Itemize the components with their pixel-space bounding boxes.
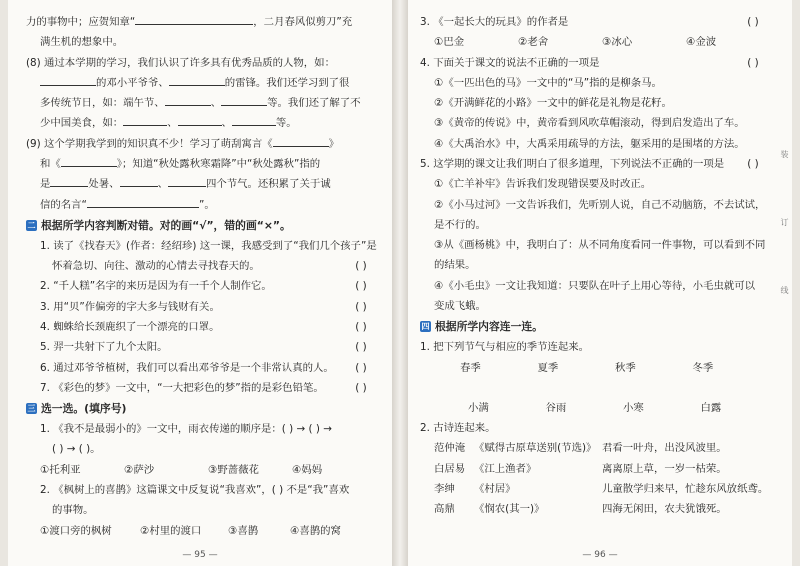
poem-row: [420, 438, 770, 458]
section-title: 根据所学内容连一连。: [435, 320, 543, 334]
judge-item-2: 2. “千人糕”名字的来历是因为有一千个人制作它。 ( ): [26, 276, 378, 296]
item-7-line-1: 力的事物中；应贺知章“ ，二月春风似剪刀”充: [26, 16, 353, 28]
poem-row: [420, 479, 770, 499]
binding-mark: 订: [780, 218, 789, 286]
option[interactable]: ④喜鹊的窝: [290, 524, 341, 537]
season[interactable]: 冬季: [692, 361, 714, 374]
solar-term[interactable]: 小满: [468, 401, 489, 414]
option[interactable]: ②老舍: [518, 36, 549, 49]
answer-blank[interactable]: [87, 197, 199, 208]
item-9-line-2: 和《 》；知道“秋处露秋寒霜降”中“秋处露秋”指的: [40, 157, 321, 170]
choose-item-5-option-2[interactable]: ②《小马过河》一文告诉我们，先听别人说，自己不动脑筋，不去试试，: [434, 198, 766, 211]
item-8-line-4: 少中国美食，如： 、 、 等。: [40, 117, 297, 130]
poem-title[interactable]: 《江上渔者》: [474, 462, 537, 475]
solar-term[interactable]: 小寒: [623, 401, 644, 414]
season[interactable]: 秋季: [615, 361, 636, 374]
answer-blank[interactable]: [178, 115, 222, 126]
match-item-1: 1. 把下列节气与相应的季节连起来。: [420, 341, 590, 354]
section-title: 选一选。(填序号): [41, 402, 127, 416]
judge-item-4: 4. 蜘蛛给长颈鹿织了一个漂亮的口罩。 ( ): [26, 317, 378, 337]
choose-item-3: 3. 《一起长大的玩具》的作者是 ( ): [420, 12, 770, 32]
choose-item-2-cont: 的事物。: [52, 504, 94, 517]
judge-item-6: 6. 通过邓爷爷植树，我们可以看出邓爷爷是一个非常认真的人。 ( ): [26, 358, 378, 378]
answer-blank[interactable]: [135, 14, 253, 25]
choose-item-3-options: [420, 32, 770, 52]
choose-item-4: 4. 下面关于课文的说法不正确的一项是 ( ): [420, 53, 770, 73]
page-95-content: [26, 12, 378, 541]
option[interactable]: ③喜鹊: [228, 524, 259, 537]
poem-row: [420, 459, 770, 479]
answer-blank[interactable]: [165, 95, 211, 106]
choose-item-2: 2. 《枫树上的喜鹊》这篇课文中反复说“我喜欢”，( ) 不是“我”喜欢: [40, 484, 350, 496]
answer-blank[interactable]: [273, 136, 329, 147]
poem-title[interactable]: 《赋得古原草送别(节选)》: [474, 442, 597, 455]
option[interactable]: ③冰心: [602, 36, 633, 49]
item-9-line-1: (9) 这个学期我学到的知识真不少！学习了萌刮寓言《 》: [26, 137, 340, 150]
section-heading-match: [420, 316, 770, 337]
solar-term[interactable]: 谷雨: [545, 401, 567, 414]
answer-blank[interactable]: [232, 115, 276, 126]
answer-blank[interactable]: [168, 176, 206, 187]
choose-item-4-option-2[interactable]: ②《开满鲜花的小路》一文中的鲜花是礼物是花籽。: [434, 97, 672, 110]
item-9-line-4: 信的名言“ ”。: [40, 198, 215, 211]
section-heading-choose: [26, 398, 378, 419]
season-row: [420, 358, 770, 378]
answer-blank[interactable]: [61, 156, 117, 167]
answer-parens[interactable]: ( ): [355, 341, 367, 354]
option[interactable]: ④妈妈: [292, 463, 323, 476]
poem-verse[interactable]: 儿童散学归来早，忙趁东风放纸鸢。: [602, 482, 769, 495]
answer-blank[interactable]: [40, 75, 96, 86]
page-96-content: [420, 12, 770, 520]
answer-parens[interactable]: ( ): [747, 16, 759, 28]
choose-item-4-option-4[interactable]: ④《大禹治水》中，大禹采用疏导的方法，躯采用的是围堵的方法。: [434, 137, 745, 150]
section-number-icon: 四: [421, 322, 430, 332]
poem-poet[interactable]: 白居易: [434, 462, 466, 475]
item-8-line-2: 的邓小平爷爷、 的雷锋。我们还学习到了很: [26, 73, 378, 93]
answer-blank[interactable]: [169, 75, 225, 86]
section-number-icon: 二: [27, 220, 36, 230]
answer-blank[interactable]: [120, 176, 158, 187]
page-95: [8, 0, 392, 566]
answer-parens[interactable]: ( ): [355, 280, 367, 293]
option[interactable]: ②萨沙: [124, 463, 155, 476]
choose-item-1-cont: ( ) → ( )。: [52, 443, 101, 456]
option[interactable]: ①巴金: [434, 36, 465, 49]
page-number: — 96 —: [582, 550, 618, 560]
option[interactable]: ③野蔷薇花: [208, 463, 259, 476]
option[interactable]: ④金波: [686, 36, 717, 49]
answer-parens[interactable]: ( ): [355, 361, 367, 374]
option[interactable]: ①渡口旁的枫树: [40, 524, 112, 537]
poem-poet[interactable]: 李绅: [434, 482, 455, 495]
answer-parens[interactable]: ( ): [747, 157, 759, 170]
answer-blank[interactable]: [221, 95, 267, 106]
judge-item-7: 7. 《彩色的梦》一文中，“一大把彩色的梦”指的是彩色铅笔。 ( ): [26, 378, 378, 398]
section-number-icon: 三: [27, 404, 36, 414]
answer-parens[interactable]: ( ): [747, 56, 759, 69]
binding-mark: 装: [780, 150, 789, 218]
section-title: 根据所学内容判断对错。对的画“√”，错的画“×”。: [41, 218, 291, 232]
choose-item-5-option-1[interactable]: ①《亡羊补牢》告诉我们发现错误要及时改正。: [434, 178, 652, 191]
page-fold: [392, 0, 408, 566]
choose-item-5-option-4[interactable]: ④《小毛虫》一文让我知道：只要队在叶子上用心等待，小毛虫就可以: [434, 279, 756, 292]
choose-item-5-option-3[interactable]: ③从《画杨桃》中，我明白了：从不同角度看同一件事物，可以看到不同: [434, 239, 766, 252]
judge-item-1-cont: 怀着急切、向往、激动的心情去寻找春天的。 ( ): [26, 256, 378, 276]
choose-item-2-options: [26, 521, 378, 541]
answer-parens[interactable]: ( ): [355, 300, 367, 313]
solar-term-row: [420, 398, 770, 418]
match-item-2: 2. 古诗连起来。: [420, 422, 496, 435]
judge-item-1: 1. 读了《找春天》(作者：经绍珍) 这一课，我感受到了“我们几个孩子”是: [40, 239, 377, 252]
poem-poet[interactable]: 范仲淹: [434, 442, 466, 455]
answer-parens[interactable]: ( ): [355, 381, 367, 394]
answer-parens[interactable]: ( ): [355, 320, 367, 333]
poem-poet[interactable]: 高鼎: [434, 503, 455, 516]
judge-item-3: 3. 用“贝”作偏旁的字大多与钱财有关。 ( ): [26, 297, 378, 317]
choose-item-4-option-1[interactable]: ①《一匹出色的马》一文中的“马”指的是柳条马。: [434, 76, 662, 89]
choose-item-1: 1. 《我不是最弱小的》一文中，雨衣传递的顺序是：( ) → ( ) →: [40, 423, 332, 436]
poem-title[interactable]: 《村居》: [474, 482, 516, 495]
answer-blank[interactable]: [50, 176, 88, 187]
section-heading-judge: [26, 215, 378, 236]
page-96: [408, 0, 792, 566]
match-spacer: [420, 378, 770, 398]
item-8-line-3: 多传统节日，如：端午节、 、 等。我们还了解了不: [40, 97, 361, 110]
poem-verse[interactable]: 四海无闲田，农夫犹饿死。: [602, 503, 727, 516]
choose-item-5: 5. 这学期的课文让我们明白了很多道理，下列说法不正确的一项是 ( ): [420, 154, 770, 174]
poem-title[interactable]: 《悯农(其一)》: [474, 503, 545, 516]
choose-item-1-options: [26, 460, 378, 480]
solar-term[interactable]: 白露: [700, 401, 722, 414]
poem-row: [420, 499, 770, 519]
option[interactable]: ②村里的渡口: [140, 524, 202, 537]
choose-item-5-option-3-cont: 的结果。: [434, 259, 476, 272]
season[interactable]: 春季: [460, 361, 481, 374]
answer-blank[interactable]: [123, 115, 167, 126]
poem-verse[interactable]: 离离原上草，一岁一枯荣。: [602, 462, 727, 475]
binding-mark: 线: [780, 286, 789, 354]
page-number: — 95 —: [182, 550, 218, 560]
binding-margin-marks: [778, 150, 790, 354]
judge-item-5: 5. 羿一共射下了九个太阳。 ( ): [26, 337, 378, 357]
item-8-line-1: (8) 通过本学期的学习，我们认识了许多具有优秀品质的人物，如：: [26, 56, 335, 69]
option[interactable]: ①托利亚: [40, 463, 81, 476]
choose-item-4-option-3[interactable]: ③《黄帝的传说》中，黄帝看到风吹草帽滚动，得到启发造出了车。: [434, 117, 745, 130]
choose-item-5-option-2-cont: 是不行的。: [434, 218, 486, 231]
season[interactable]: 夏季: [537, 361, 559, 374]
choose-item-5-option-4-cont: 变成飞蛾。: [434, 299, 486, 312]
poem-verse[interactable]: 君看一叶舟，出没风波里。: [602, 442, 727, 455]
item-9-line-3: 是 处暑、 、 四个节气。还积累了关于诚: [40, 178, 331, 191]
item-7-line-2: 满生机的想象中。: [40, 36, 124, 49]
answer-parens[interactable]: ( ): [355, 260, 367, 273]
